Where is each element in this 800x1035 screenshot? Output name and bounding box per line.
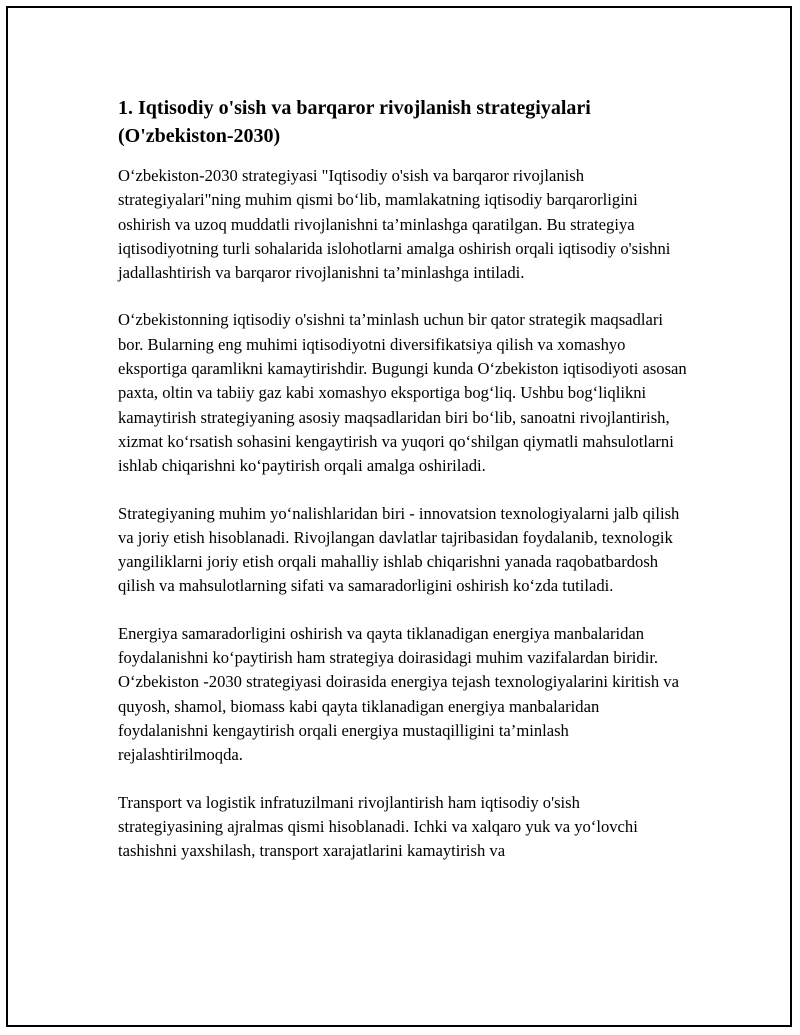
paragraph-energy: Energiya samaradorligini oshirish va qayta tiklanadigan energiya manbalaridan foydalanishni ko‘paytirish ham strategiya doirasidagi muhim vazifalardan biridir. O‘zbekiston -2030 strategiyasi doirasida energiya tejash texnologiyalarini kiritish va quyosh, shamol, biomass kabi qayta tiklanadigan energiya manbalaridan foydalanishni kengaytirish orqali energiya mustaqilligini ta’minlash rejalashtirilmoqda.	[118, 623, 679, 765]
section-heading: 1. Iqtisodiy o'sish va barqaror rivojlanish strategiyalari (O'zbekiston-2030)	[118, 97, 591, 147]
paragraph-transport: Transport va logistik infratuzilmani rivojlantirish ham iqtisodiy o'sish strategiyasining ajralmas qismi hisoblanadi. Ichki va xalqaro yuk va yo‘lovchi tashishni yaxshilash, transport xarajatlarini kamaytirish va	[118, 792, 638, 861]
document-body	[118, 94, 688, 886]
paragraph-intro: O‘zbekiston-2030 strategiyasi "Iqtisodiy o'sish va barqaror rivojlanish strategiyalari"ning muhim qismi bo‘lib, mamlakatning iqtisodiy barqarorligini oshirish va uzoq muddatli rivojlanishni ta’minlashga qaratilgan. Bu strategiya iqtisodiyotning turli sohalarida islohotlarni amalga oshirish orqali iqtisodiy o'sishni jadallashtirish va barqaror rivojlanishni ta’minlashga intiladi.	[118, 166, 671, 283]
paragraph-innovation: Strategiyaning muhim yo‘nalishlaridan biri - innovatsion texnologiyalarni jalb qilish va joriy etish hisoblanadi. Rivojlangan davlatlar tajribasidan foydalanib, texnologik yangiliklarni joriy etish orqali mahalliy ishlab chiqarishni yanada raqobatbardosh qilish va mahsulotlarning sifati va samaradorligini oshirish ko‘zda tutiladi.	[118, 503, 680, 596]
paragraph-diversification: O‘zbekistonning iqtisodiy o'sishni ta’minlash uchun bir qator strategik maqsadlari bor. Bularning eng muhimi iqtisodiyotni diversifikatsiya qilish va xomashyo eksportiga qaramlikni kamaytirishdir. Bugungi kunda O‘zbekiston iqtisodiyoti asosan paxta, oltin va tabiiy gaz kabi xomashyo eksportiga bog‘liq. Ushbu bog‘liqlikni kamaytirish strategiyaning asosiy maqsadlaridan biri bo‘lib, sanoatni rivojlantirish, xizmat ko‘rsatish sohasini kengaytirish va yuqori qo‘shilgan qiymatli mahsulotlarni ishlab chiqarishni ko‘paytirish orqali amalga oshiriladi.	[118, 310, 687, 476]
